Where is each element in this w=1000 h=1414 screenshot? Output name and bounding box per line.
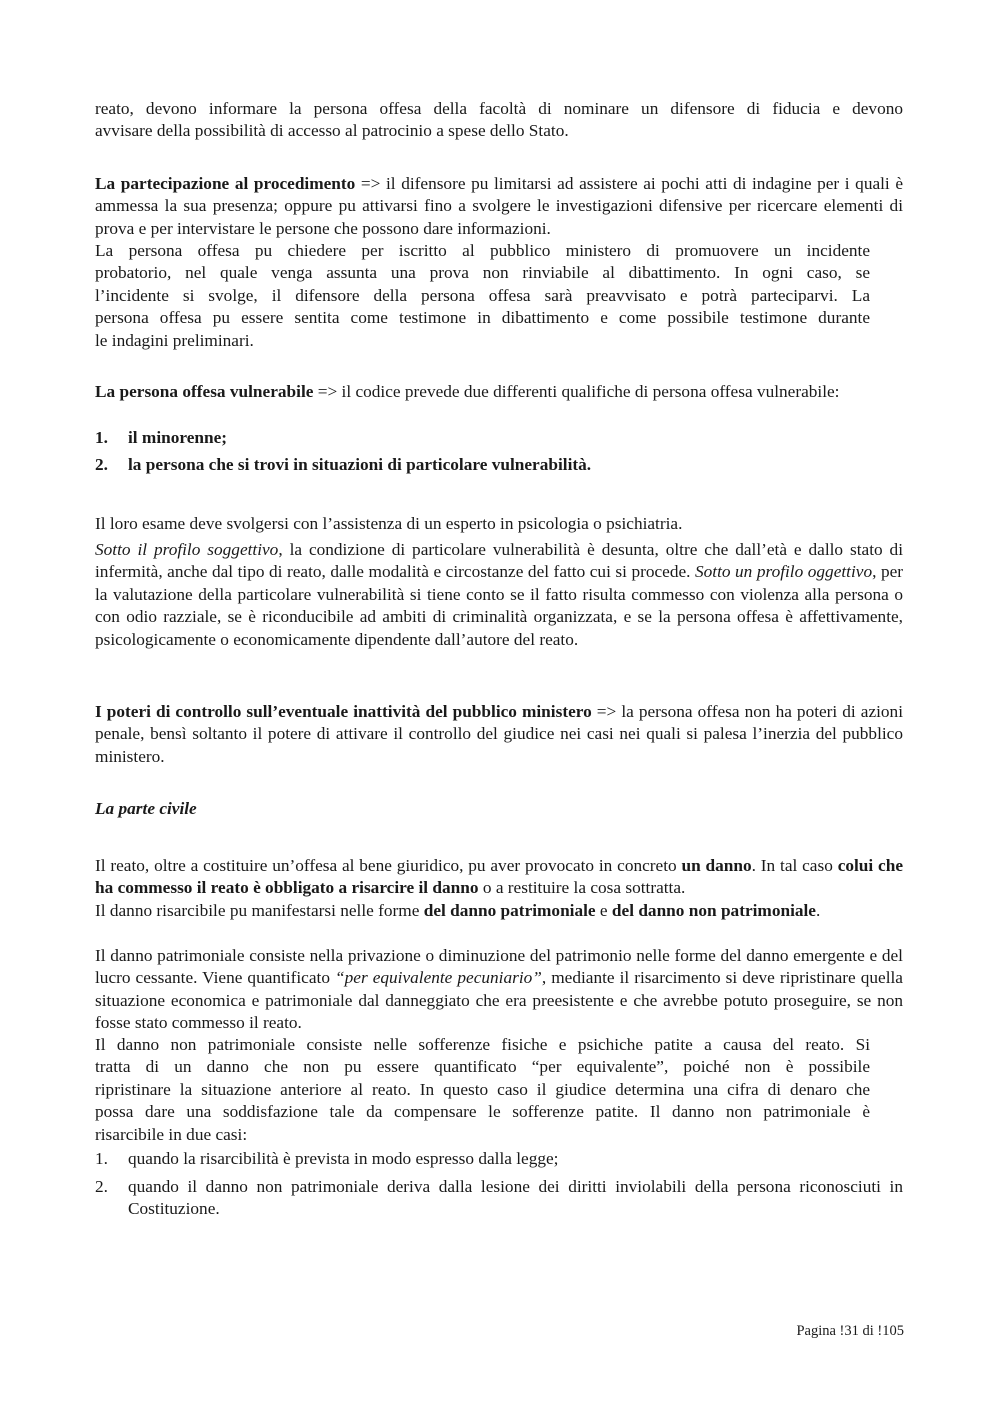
vulnerabile-paragraph: La persona offesa vulnerabile => il codice prevede due differenti qualifiche di persona offesa vulnerabile:: [95, 382, 840, 401]
parte-civile-paragraph-2: Il danno risarcibile pu manifestarsi nelle forme del danno patrimoniale e del danno non patrimoniale.: [95, 901, 821, 920]
partecipazione-paragraph: La partecipazione al procedimento => il difensore pu limitarsi ad assistere ai pochi atti di indagine per i quali è ammessa la sua presenza; oppure pu attivarsi fino a svolgere le investigazioni difensive per ricercare elementi di prova e per intervistare le persone che possono dare informazioni.: [95, 174, 904, 238]
vulnerabile-heading: La persona offesa vulnerabile: [95, 382, 314, 401]
danno-non-patrimoniale-paragraph: Il danno non patrimoniale consiste nelle sofferenze fisiche e psichiche patite a causa del reato. Si tratta di un danno che non pu essere quantificato “per equivalente”, poiché non è possibile ripristinare la situazione anteriore al reato. In questo caso il giudice determina una cifra di denaro che possa dare una soddisfazione tale da compensare le sofferenze patite. Il danno non patrimoniale è risarcibile in due casi:: [95, 1035, 870, 1144]
intro-paragraph: reato, devono informare la persona offesa della facoltà di nominare un difensore di fiducia e devono avvisare della possibilità di accesso al patrocinio a spese dello Stato.: [95, 99, 903, 141]
list-item: 2. la persona che si trovi in situazioni di particolare vulnerabilità.: [95, 455, 592, 474]
incidente-paragraph: La persona offesa pu chiedere per iscritto al pubblico ministero di promuovere un incidente probatorio, nel quale venga assunta una prova non rinviabile al dibattimento. In ogni caso, se l’incidente si svolge, il difensore della persona offesa sarà preavvisato e potrà parteciparvi. La persona offesa pu essere sentita come testimone in dibattimento e come possibile testimone durante le indagini preliminari.: [95, 241, 870, 350]
list-item: 1. quando la risarcibilità è prevista in modo espresso dalla legge;: [95, 1149, 559, 1168]
page-number: Pagina !31 di !105: [796, 1323, 904, 1339]
esame-paragraph: Il loro esame deve svolgersi con l’assistenza di un esperto in psicologia o psichiatria.: [95, 514, 683, 533]
parte-civile-paragraph-1: Il reato, oltre a costituire un’offesa al bene giuridico, pu aver provocato in concreto un danno. In tal caso colui che ha commesso il reato è obbligato a risarcire il danno o a restituire la cosa sottratta.: [95, 856, 903, 898]
section-heading-parte-civile: La parte civile: [95, 799, 197, 818]
poteri-heading: I poteri di controllo sull’eventuale inattività del pubblico ministero: [95, 702, 592, 721]
profilo-paragraph: Sotto il profilo soggettivo, la condizione di particolare vulnerabilità è desunta, oltre che dall’età e dallo stato di infermità, anche dal tipo di reato, dalle modalità e circostanze del fatto cui si procede. Sotto un profilo oggettivo, per la valutazione della particolare vulnerabilità si tiene conto se il fatto risulta commesso con violenza alla persona o con odio razziale, se è riconducibile ad ambiti di criminalità organizzata, e se la persona offesa è affettivamente, psicologicamente o economicamente dipendente dall’autore del reato.: [95, 540, 904, 649]
danno-patrimoniale-paragraph: Il danno patrimoniale consiste nella privazione o diminuzione del patrimonio nelle forme del danno emergente e del lucro cessante. Viene quantificato “per equivalente pecuniario”, mediante il risarcimento si deve ripristinare quella situazione economica e patrimoniale dal danneggiato che era preesistente e che avrebbe potuto proseguire, se non fosse stato commesso il reato.: [95, 946, 903, 1033]
list-item: 2. quando il danno non patrimoniale deriva dalla lesione dei diritti inviolabili della persona riconosciuti in Costituzione.: [95, 1177, 903, 1219]
poteri-paragraph: I poteri di controllo sull’eventuale inattività del pubblico ministero => la persona offesa non ha poteri di azioni penale, bensì soltanto il potere di attivare il controllo del giudice nei casi nei quali si palesa l’inerzia del pubblico ministero.: [95, 702, 903, 766]
list-item: 1. il minorenne;: [95, 428, 228, 447]
partecipazione-heading: La partecipazione al procedimento: [95, 174, 356, 193]
